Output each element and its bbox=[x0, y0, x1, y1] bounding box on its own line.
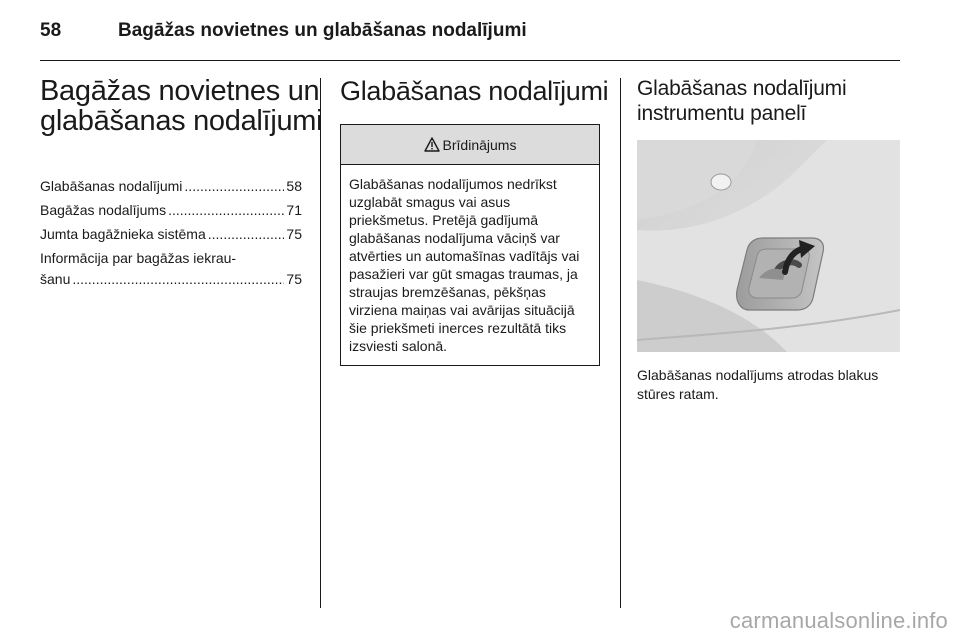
toc-item-text: Bagāžas nodalījums bbox=[40, 202, 167, 218]
toc-leader-dots bbox=[168, 200, 284, 221]
table-of-contents bbox=[40, 176, 302, 290]
toc-item[interactable] bbox=[40, 248, 302, 290]
page-number: 58 bbox=[40, 20, 62, 41]
toc-item[interactable] bbox=[40, 224, 302, 245]
toc-item-text-line1: Informācija par bagāžas iekrau- bbox=[40, 250, 237, 266]
warning-text: Glabāšanas nodalījumos nedrīkst uzglabāt smagus vai asus priekšmetus. Pretējā gadījumā glabāšanas nodalījuma vāciņš var atvērties un automašīnas vadītājs vai pasažieri var gūt smagas traumas, ja straujas bremzēšanas, pēkšņas virziena maiņas vai avārijas situācijā šie priekšmeti inerces rezultātā tiks izsviesti salonā. bbox=[349, 176, 580, 354]
running-title: Bagāžas novietnes un glabāšanas nodalījumi bbox=[118, 20, 527, 41]
toc-item-page: 58 bbox=[286, 178, 302, 194]
section-title: Glabāšanas nodalījumi bbox=[340, 76, 609, 106]
warning-box bbox=[340, 124, 600, 366]
toc-item-page: 71 bbox=[286, 202, 302, 218]
watermark[interactable]: carmanualsonline.info bbox=[729, 608, 948, 633]
figure-caption: Glabāšanas nodalījums atrodas blakus stūres ratam. bbox=[637, 367, 879, 402]
page-header bbox=[40, 20, 900, 60]
toc-item-text: Glabāšanas nodalījumi bbox=[40, 178, 183, 194]
chapter-title-line2: glabāšanas nodalījumi bbox=[40, 105, 323, 137]
toc-item-text: Jumta bagāžnieka sistēma bbox=[40, 226, 206, 242]
toc-item-page: 75 bbox=[286, 271, 302, 287]
chapter-title bbox=[40, 75, 323, 137]
column-dashboard-storage bbox=[637, 76, 900, 404]
chapter-title-line1: Bagāžas novietnes un bbox=[40, 75, 320, 107]
warning-header bbox=[341, 125, 599, 165]
warning-label: Brīdinājums bbox=[442, 136, 517, 153]
column-storage-compartments bbox=[340, 76, 609, 366]
toc-item[interactable] bbox=[40, 200, 302, 221]
subsection-title: Glabāšanas nodalījumi instrumentu panelī bbox=[637, 77, 847, 125]
toc-item-text: šanu bbox=[40, 271, 71, 287]
header-rule bbox=[40, 60, 900, 61]
toc-leader-dots bbox=[184, 176, 284, 197]
warning-triangle-icon bbox=[424, 137, 440, 152]
toc-leader-dots bbox=[72, 269, 284, 290]
column-chapter-contents bbox=[40, 75, 323, 293]
column-divider-2 bbox=[620, 78, 621, 608]
column-divider-1 bbox=[320, 78, 321, 608]
toc-item[interactable] bbox=[40, 176, 302, 197]
toc-leader-dots bbox=[208, 224, 285, 245]
dashboard-compartment-illustration bbox=[637, 140, 900, 352]
toc-item-page: 75 bbox=[286, 226, 302, 242]
